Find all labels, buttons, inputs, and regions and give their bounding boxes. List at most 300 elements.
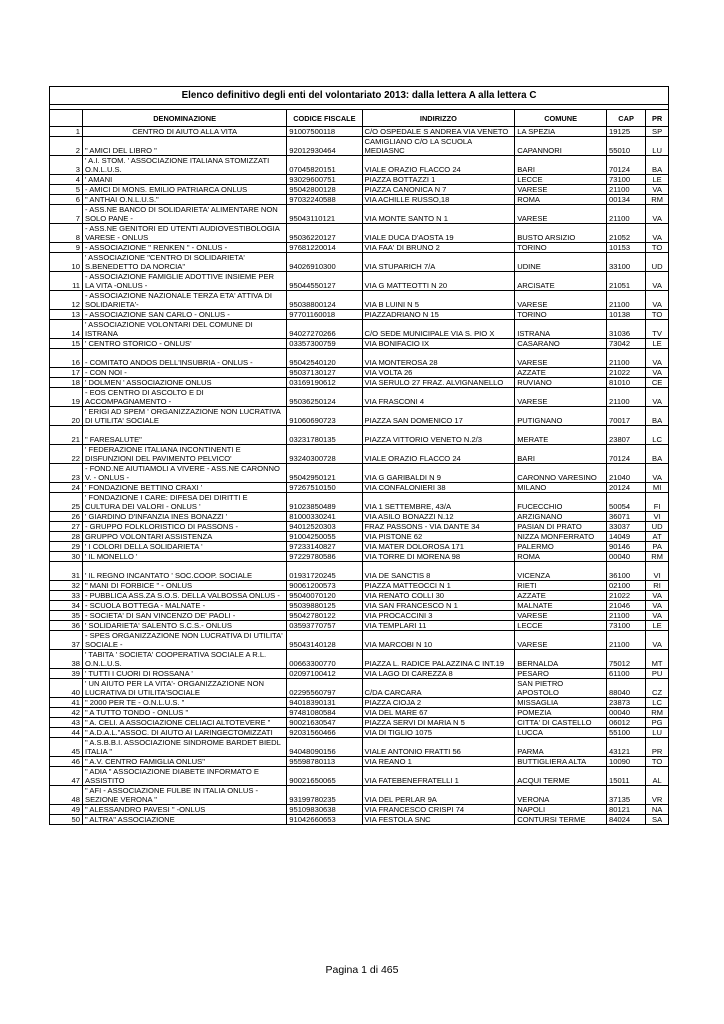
codice-fiscale-cell: 91023850489 [287,493,362,512]
denominazione-cell: - SCUOLA BOTTEGA - MALNATE - [83,601,287,611]
comune-cell: VARESE [515,205,607,224]
cap-cell: 70124 [607,445,646,464]
denominazione-cell: ' CENTRO STORICO - ONLUS' [83,339,287,349]
provincia-cell: VI [646,562,669,581]
codice-fiscale-cell: 91004250055 [287,532,362,542]
indirizzo-cell: VIA DI TIGLIO 1075 [362,728,515,738]
row-number: 27 [50,522,83,532]
row-number: 29 [50,542,83,552]
table-row [50,127,669,137]
indirizzo-cell: PIAZZA CANONICA N 7 [362,185,515,195]
comune-cell: RUVIANO [515,378,607,388]
indirizzo-cell: VIA ACHILLE RUSSO,18 [362,195,515,205]
denominazione-cell: - PUBBLICA ASS.ZA S.O.S. DELLA VALBOSSA ONLUS - [83,591,287,601]
cap-cell: 00040 [607,708,646,718]
codice-fiscale-cell: 95040070120 [287,591,362,601]
denominazione-cell: " 2000 PER TE - O.N.L.U.S. " [83,698,287,708]
table-row [50,669,669,679]
codice-fiscale-cell: 95044550127 [287,272,362,291]
comune-cell: ACQUI TERME [515,767,607,786]
indirizzo-cell: VIA G GARIBALDI N 9 [362,464,515,483]
indirizzo-cell: VIA TORRE DI MORENA 98 [362,552,515,562]
cap-cell: 06012 [607,718,646,728]
codice-fiscale-cell: 95042780122 [287,611,362,621]
cap-cell: 75012 [607,650,646,669]
row-number: 1 [50,127,83,137]
comune-cell: PARMA [515,738,607,757]
table-row [50,786,669,805]
provincia-cell: VA [646,272,669,291]
table-row [50,757,669,767]
row-number: 3 [50,156,83,175]
cap-cell: 21100 [607,611,646,621]
comune-cell: VERONA [515,786,607,805]
row-number: 12 [50,291,83,310]
comune-cell: MERATE [515,426,607,445]
table-row [50,464,669,483]
denominazione-cell: " ALTRA" ASSOCIAZIONE [83,815,287,825]
cap-cell: 50054 [607,493,646,512]
provincia-cell: LE [646,339,669,349]
codice-fiscale-cell: 92012930464 [287,137,362,156]
table-row [50,137,669,156]
table-row [50,767,669,786]
denominazione-cell: " AMICI DEL LIBRO " [83,137,287,156]
provincia-cell: MT [646,650,669,669]
provincia-cell: LC [646,426,669,445]
comune-cell: CASARANO [515,339,607,349]
provincia-cell: VA [646,368,669,378]
comune-cell: FUCECCHIO [515,493,607,512]
indirizzo-cell: VIA STUPARICH 7/A [362,253,515,272]
indirizzo-cell: VIALE ORAZIO FLACCO 24 [362,156,515,175]
codice-fiscale-cell: 94027270266 [287,320,362,339]
row-number: 40 [50,679,83,698]
denominazione-cell: ' IL MONELLO ' [83,552,287,562]
comune-cell: CITTA' DI CASTELLO [515,718,607,728]
row-number: 43 [50,718,83,728]
codice-fiscale-cell: 03169190612 [287,378,362,388]
codice-fiscale-cell: 94012520303 [287,522,362,532]
row-number: 18 [50,378,83,388]
cap-cell: 20124 [607,483,646,493]
comune-cell: ISTRANA [515,320,607,339]
denominazione-cell: ' DOLMEN ' ASSOCIAZIONE ONLUS [83,378,287,388]
indirizzo-cell: VIA DE SANCTIS 8 [362,562,515,581]
indirizzo-cell: VIA MONTEROSA 28 [362,349,515,368]
denominazione-cell: " AFI - ASSOCIAZIONE FULBE IN ITALIA ONLUS - SEZIONE VERONA " [83,786,287,805]
cap-cell: 21100 [607,631,646,650]
comune-cell: TORINO [515,243,607,253]
indirizzo-cell: VIA FRASCONI 4 [362,388,515,407]
indirizzo-cell: VIA SERULO 27 FRAZ. ALVIGNANELLO [362,378,515,388]
codice-fiscale-cell: 95042540120 [287,349,362,368]
comune-cell: AZZATE [515,368,607,378]
comune-cell: UDINE [515,253,607,272]
codice-fiscale-cell: 95036220127 [287,224,362,243]
row-number: 21 [50,426,83,445]
indirizzo-cell: VIA PISTONE 62 [362,532,515,542]
row-number: 48 [50,786,83,805]
comune-cell: PASIAN DI PRATO [515,522,607,532]
indirizzo-cell: VIA ASILO BONAZZI N.12 [362,512,515,522]
codice-fiscale-cell: 02097100412 [287,669,362,679]
comune-cell: BUSTO ARSIZIO [515,224,607,243]
cap-cell: 21100 [607,291,646,310]
provincia-cell: PA [646,542,669,552]
table-row [50,562,669,581]
table-row [50,205,669,224]
indirizzo-cell: VIA SAN FRANCESCO N 1 [362,601,515,611]
row-number: 19 [50,388,83,407]
cap-cell: 19125 [607,127,646,137]
row-number: 50 [50,815,83,825]
denominazione-cell: - ASS.NE BANCO DI SOLIDARIETA' ALIMENTARE NON SOLO PANE - [83,205,287,224]
indirizzo-cell: VIA RENATO COLLI 30 [362,591,515,601]
denominazione-cell: ' IL REGNO INCANTATO ' SOC.COOP. SOCIALE [83,562,287,581]
table-row [50,349,669,368]
indirizzo-cell: VIA MATER DOLOROSA 171 [362,542,515,552]
row-number: 6 [50,195,83,205]
denominazione-cell: ' AMANI [83,175,287,185]
indirizzo-cell: VIALE ANTONIO FRATTI 56 [362,738,515,757]
cap-cell: 61100 [607,669,646,679]
provincia-cell: VA [646,611,669,621]
provincia-cell: PU [646,669,669,679]
denominazione-cell: - SPES ORGANIZZAZIONE NON LUCRATIVA DI UTILITA' SOCIALE - [83,631,287,650]
codice-fiscale-cell: 03357300759 [287,339,362,349]
table-row [50,310,669,320]
comune-cell: SAN PIETRO APOSTOLO [515,679,607,698]
codice-fiscale-cell: 91042660653 [287,815,362,825]
row-number: 10 [50,253,83,272]
indirizzo-cell: PIAZZA SERVI DI MARIA N 5 [362,718,515,728]
provincia-cell: VA [646,291,669,310]
provincia-cell: PR [646,738,669,757]
row-number: 26 [50,512,83,522]
codice-fiscale-cell: 81000330241 [287,512,362,522]
row-number: 38 [50,650,83,669]
denominazione-cell: - COMITATO ANDOS DELL'INSUBRIA - ONLUS - [83,349,287,368]
codice-fiscale-cell: 90061200573 [287,581,362,591]
denominazione-cell: - ASSOCIAZIONE " RENKEN " - ONLUS - [83,243,287,253]
row-number: 25 [50,493,83,512]
cap-cell: 33100 [607,253,646,272]
provincia-cell: VA [646,464,669,483]
indirizzo-cell: PIAZZA SAN DOMENICO 17 [362,407,515,426]
row-number: 34 [50,601,83,611]
col-header-codice-fiscale: CODICE FISCALE [287,110,362,127]
denominazione-cell: - SOCIETA' DI SAN VINCENZO DE' PAOLI - [83,611,287,621]
table-row [50,650,669,669]
provincia-cell: LU [646,728,669,738]
comune-cell: CAPANNORI [515,137,607,156]
row-number: 14 [50,320,83,339]
provincia-cell: VA [646,388,669,407]
codice-fiscale-cell: 92031560466 [287,728,362,738]
table-row [50,621,669,631]
provincia-cell: VI [646,512,669,522]
codice-fiscale-cell: 95043140128 [287,631,362,650]
provincia-cell: MI [646,483,669,493]
cap-cell: 21022 [607,591,646,601]
indirizzo-cell: VIA 1 SETTEMBRE, 43/A [362,493,515,512]
codice-fiscale-cell: 02295560797 [287,679,362,698]
codice-fiscale-cell: 95037130127 [287,368,362,378]
comune-cell: AZZATE [515,591,607,601]
cap-cell: 81010 [607,378,646,388]
cap-cell: 21040 [607,464,646,483]
provincia-cell: VR [646,786,669,805]
cap-cell: 15011 [607,767,646,786]
table-row [50,815,669,825]
codice-fiscale-cell: 90021630547 [287,718,362,728]
denominazione-cell: - CON NOI - [83,368,287,378]
provincia-cell: LC [646,698,669,708]
indirizzo-cell: C/DA CARCARA [362,679,515,698]
codice-fiscale-cell: 93029600751 [287,175,362,185]
provincia-cell: UD [646,522,669,532]
comune-cell: VICENZA [515,562,607,581]
denominazione-cell: - GRUPPO FOLKLORISTICO DI PASSONS - [83,522,287,532]
codice-fiscale-cell: 95039880125 [287,601,362,611]
indirizzo-cell: VIA FAA' DI BRUNO 2 [362,243,515,253]
col-header-num [50,110,83,127]
provincia-cell: FI [646,493,669,512]
codice-fiscale-cell: 95598780113 [287,757,362,767]
table-row [50,728,669,738]
comune-cell: CONTURSI TERME [515,815,607,825]
table-row [50,291,669,310]
indirizzo-cell: VIA LAGO DI CAREZZA 8 [362,669,515,679]
header-row [50,110,669,127]
table-row [50,378,669,388]
cap-cell: 80121 [607,805,646,815]
comune-cell: MILANO [515,483,607,493]
indirizzo-cell: PIAZZA L. RADICE PALAZZINA C INT.19 [362,650,515,669]
cap-cell: 02100 [607,581,646,591]
table-row [50,175,669,185]
codice-fiscale-cell: 97267510150 [287,483,362,493]
cap-cell: 36071 [607,512,646,522]
cap-cell: 73100 [607,175,646,185]
cap-cell: 21051 [607,272,646,291]
codice-fiscale-cell: 97481080584 [287,708,362,718]
codice-fiscale-cell: 95038800124 [287,291,362,310]
cap-cell: 00040 [607,552,646,562]
denominazione-cell: " ADIA " ASSOCIAZIONE DIABETE INFORMATO E ASSISTITO [83,767,287,786]
provincia-cell: VA [646,591,669,601]
indirizzo-cell: VIA FATEBENEFRATELLI 1 [362,767,515,786]
comune-cell: BARI [515,445,607,464]
row-number: 49 [50,805,83,815]
table-row [50,493,669,512]
denominazione-cell: " A.V. CENTRO FAMIGLIA ONLUS" [83,757,287,767]
table-row [50,552,669,562]
codice-fiscale-cell: 95043110121 [287,205,362,224]
row-number: 24 [50,483,83,493]
provincia-cell: BA [646,445,669,464]
denominazione-cell: GRUPPO VOLONTARI ASSISTENZA [83,532,287,542]
row-number: 45 [50,738,83,757]
denominazione-cell: " A. CELI. A ASSOCIAZIONE CELIACI ALTOTEVERE " [83,718,287,728]
comune-cell: ROMA [515,552,607,562]
col-header-comune: COMUNE [515,110,607,127]
codice-fiscale-cell: 94048090156 [287,738,362,757]
codice-fiscale-cell: 03231780135 [287,426,362,445]
codice-fiscale-cell: 97701160018 [287,310,362,320]
provincia-cell: TV [646,320,669,339]
cap-cell: 10153 [607,243,646,253]
denominazione-cell: ' ASSOCIAZIONE VOLONTARI DEL COMUNE DI ISTRANA [83,320,287,339]
cap-cell: 21052 [607,224,646,243]
row-number: 36 [50,621,83,631]
denominazione-cell: " ANTHAI O.N.L.U.S." [83,195,287,205]
table-row [50,339,669,349]
table-row [50,272,669,291]
table-row [50,426,669,445]
indirizzo-cell: VIA B LUINI N 5 [362,291,515,310]
comune-cell: BERNALDA [515,650,607,669]
denominazione-cell: CENTRO DI AIUTO ALLA VITA [83,127,287,137]
codice-fiscale-cell: 90021650065 [287,767,362,786]
provincia-cell: RM [646,708,669,718]
indirizzo-cell: PIAZZA CIOJA 2 [362,698,515,708]
provincia-cell: PG [646,718,669,728]
provincia-cell: TO [646,310,669,320]
comune-cell: VARESE [515,611,607,621]
cap-cell: 21100 [607,185,646,195]
table-row [50,631,669,650]
cap-cell: 73042 [607,339,646,349]
cap-cell: 73100 [607,621,646,631]
table-row [50,407,669,426]
row-number: 13 [50,310,83,320]
cap-cell: 21100 [607,388,646,407]
table-row [50,738,669,757]
provincia-cell: VA [646,185,669,195]
denominazione-cell: - FOND.NE AIUTIAMOLI A VIVERE - ASS.NE CARONNO V. - ONLUS - [83,464,287,483]
codice-fiscale-cell: 97032240588 [287,195,362,205]
comune-cell: VARESE [515,388,607,407]
indirizzo-cell: CAMIGLIANO C/O LA SCUOLA MEDIASNC [362,137,515,156]
cap-cell: 43121 [607,738,646,757]
denominazione-cell: " FARESALUTE" [83,426,287,445]
denominazione-cell: - ASS.NE GENITORI ED UTENTI AUDIOVESTIBOLOGIA VARESE - ONLUS [83,224,287,243]
table-row [50,708,669,718]
row-number: 33 [50,591,83,601]
cap-cell: 88040 [607,679,646,698]
codice-fiscale-cell: 00663300770 [287,650,362,669]
table-row [50,718,669,728]
table-row [50,679,669,698]
provincia-cell: SA [646,815,669,825]
comune-cell: BARI [515,156,607,175]
table-row [50,156,669,175]
indirizzo-cell: VIALE DUCA D'AOSTA 19 [362,224,515,243]
denominazione-cell: ' TUTTI I CUORI DI ROSSANA ' [83,669,287,679]
indirizzo-cell: VIA BONIFACIO IX [362,339,515,349]
indirizzo-cell: VIA PROCACCINI 3 [362,611,515,621]
indirizzo-cell: VIA FRANCESCO CRISPI 74 [362,805,515,815]
cap-cell: 21100 [607,349,646,368]
codice-fiscale-cell: 03593770757 [287,621,362,631]
indirizzo-cell: VIA TEMPLARI 11 [362,621,515,631]
denominazione-cell: " ALESSANDRO PAVESI " -ONLUS [83,805,287,815]
denominazione-cell: ' UN AIUTO PER LA VITA'- ORGANIZZAZIONE NON LUCRATIVA DI UTILITA'SOCIALE [83,679,287,698]
comune-cell: PALERMO [515,542,607,552]
provincia-cell: RM [646,552,669,562]
cap-cell: 23807 [607,426,646,445]
table-row [50,368,669,378]
provincia-cell: VA [646,601,669,611]
table-row [50,805,669,815]
comune-cell: RIETI [515,581,607,591]
comune-cell: NIZZA MONFERRATO [515,532,607,542]
codice-fiscale-cell: 97233140827 [287,542,362,552]
codice-fiscale-cell: 01931720245 [287,562,362,581]
indirizzo-cell: C/O SEDE MUNICIPALE VIA S. PIO X [362,320,515,339]
indirizzo-cell: C/O OSPEDALE S ANDREA VIA VENETO [362,127,515,137]
denominazione-cell: ' GIARDINO D'INFANZIA INES BONAZZI ' [83,512,287,522]
table-row [50,581,669,591]
table-row [50,512,669,522]
indirizzo-cell: VIA DEL PERLAR 9A [362,786,515,805]
provincia-cell: VA [646,205,669,224]
comune-cell: ROMA [515,195,607,205]
provincia-cell: AL [646,767,669,786]
provincia-cell: LE [646,621,669,631]
indirizzo-cell: VIA FESTOLA SNC [362,815,515,825]
cap-cell: 23873 [607,698,646,708]
codice-fiscale-cell: 93240300728 [287,445,362,464]
provincia-cell: TO [646,243,669,253]
provincia-cell: SP [646,127,669,137]
denominazione-cell: ' ASSOCIAZIONE "CENTRO DI SOLIDARIETA' S.BENEDETTO DA NORCIA" [83,253,287,272]
row-number: 7 [50,205,83,224]
indirizzo-cell: VIALE ORAZIO FLACCO 24 [362,445,515,464]
row-number: 2 [50,137,83,156]
provincia-cell: LU [646,137,669,156]
comune-cell: LUCCA [515,728,607,738]
codice-fiscale-cell: 94026910300 [287,253,362,272]
comune-cell: NAPOLI [515,805,607,815]
row-number: 11 [50,272,83,291]
provincia-cell: LE [646,175,669,185]
table-row [50,522,669,532]
denominazione-cell: - ASSOCIAZIONE SAN CARLO - ONLUS - [83,310,287,320]
codice-fiscale-cell: 95036250124 [287,388,362,407]
table-title: Elenco definitivo degli enti del volontariato 2013: dalla lettera A alla lettera C [50,87,669,105]
table-row [50,611,669,621]
row-number: 41 [50,698,83,708]
cap-cell: 14049 [607,532,646,542]
indirizzo-cell: PIAZZA BOTTAZZI 1 [362,175,515,185]
row-number: 37 [50,631,83,650]
cap-cell: 70017 [607,407,646,426]
denominazione-cell: ' I COLORI DELLA SOLIDARIETA ' [83,542,287,552]
codice-fiscale-cell: 95042800128 [287,185,362,195]
row-number: 9 [50,243,83,253]
indirizzo-cell: VIA VOLTA 26 [362,368,515,378]
denominazione-cell: ' ERIGI AD SPEM ' ORGANIZZAZIONE NON LUCRATIVA DI UTILITA' SOCIALE [83,407,287,426]
indirizzo-cell: VIA REANO 1 [362,757,515,767]
provincia-cell: VA [646,349,669,368]
enti-table [49,86,669,825]
table-row [50,253,669,272]
comune-cell: VARESE [515,349,607,368]
comune-cell: PESARO [515,669,607,679]
